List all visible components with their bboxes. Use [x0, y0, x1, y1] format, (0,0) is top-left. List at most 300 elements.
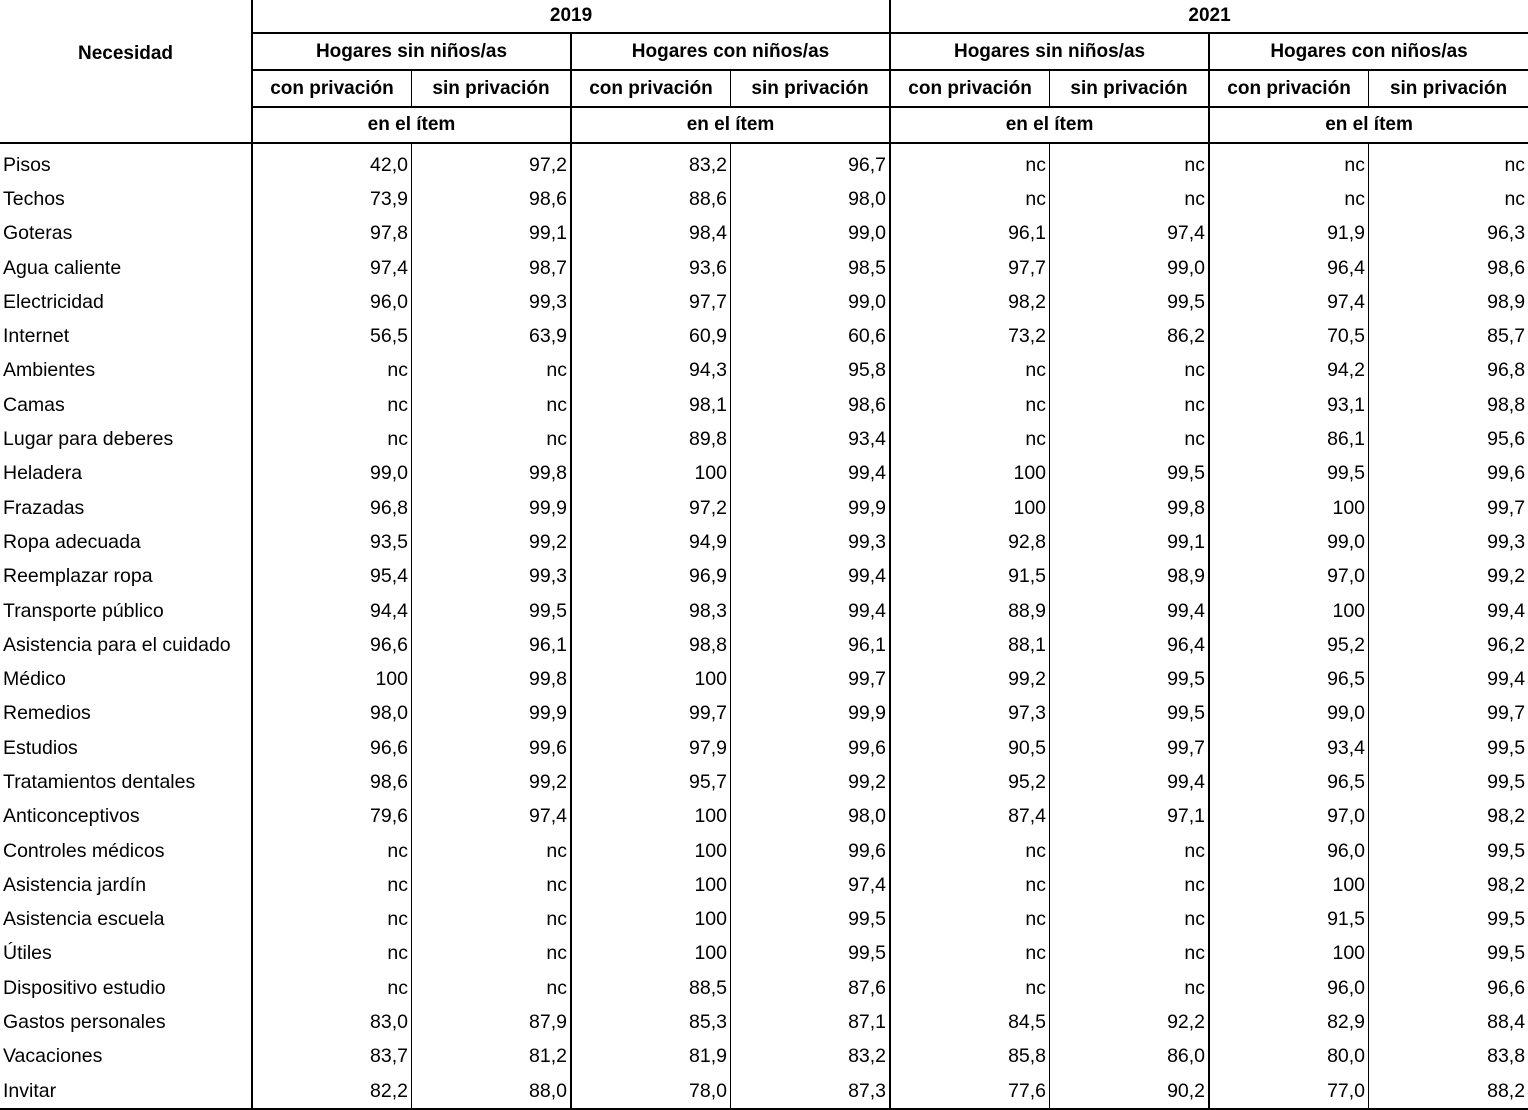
table-row [0, 594, 1528, 628]
table-cell: 99,2 [731, 765, 891, 799]
row-label: Invitar [0, 1074, 252, 1109]
table-cell: 99,6 [731, 834, 891, 868]
row-label: Agua caliente [3, 256, 122, 279]
row-label: Tratamientos dentales [3, 770, 196, 793]
table-cell: 99,5 [1369, 903, 1528, 937]
table-cell: 97,4 [252, 251, 412, 285]
table-cell: 83,2 [571, 143, 731, 182]
table-cell: 100 [1209, 868, 1369, 902]
table-cell: 100 [571, 868, 731, 902]
table-cell: 100 [571, 800, 731, 834]
table-cell: nc [1050, 388, 1210, 422]
table-cell: 89,8 [571, 422, 731, 456]
row-label: Gastos personales [3, 1011, 166, 1034]
table-cell: 94,4 [252, 594, 412, 628]
table-cell: nc [252, 834, 412, 868]
table-cell: 95,7 [571, 765, 731, 799]
header-sub: sin privación [412, 70, 572, 107]
table-cell: 88,5 [571, 971, 731, 1005]
header-sub: sin privación [1369, 70, 1528, 107]
table-cell: nc [890, 834, 1050, 868]
table-cell: 99,7 [731, 662, 891, 696]
table-row [0, 354, 1528, 388]
table-cell: 95,6 [1369, 422, 1528, 456]
table-cell: 79,6 [252, 800, 412, 834]
table-row [0, 971, 1528, 1005]
table-cell: nc [412, 354, 572, 388]
table-cell: 77,6 [890, 1074, 1050, 1109]
header-item-label: en el ítem [571, 107, 890, 143]
table-cell: 83,7 [252, 1040, 412, 1074]
table-cell: 99,1 [1050, 525, 1210, 559]
table-cell: 99,4 [1050, 594, 1210, 628]
table-cell: 73,2 [890, 319, 1050, 353]
table-cell: 98,4 [571, 217, 731, 251]
table-cell: 99,0 [1209, 525, 1369, 559]
row-label: Dispositivo estudio [3, 976, 166, 999]
table-cell: nc [890, 868, 1050, 902]
table-cell: 88,0 [412, 1074, 572, 1109]
table-row [0, 560, 1528, 594]
table-cell: 97,7 [890, 251, 1050, 285]
table-cell: 99,8 [412, 457, 572, 491]
table-cell: 95,8 [731, 354, 891, 388]
table-cell: 100 [890, 457, 1050, 491]
table-row [0, 457, 1528, 491]
table-cell: 91,5 [1209, 903, 1369, 937]
table-cell: 83,0 [252, 1005, 412, 1039]
table-cell: nc [1050, 903, 1210, 937]
table-cell: 99,9 [412, 697, 572, 731]
table-cell: nc [1209, 143, 1369, 182]
table-cell: 87,3 [731, 1074, 891, 1109]
table-cell: 98,0 [731, 800, 891, 834]
table-cell: 97,8 [252, 217, 412, 251]
table-cell: 96,2 [1369, 628, 1528, 662]
table-cell: 90,5 [890, 731, 1050, 765]
row-label: Transporte público [3, 599, 164, 622]
table-cell: nc [1050, 834, 1210, 868]
header-sub: sin privación [1050, 70, 1210, 107]
table-cell: 99,0 [252, 457, 412, 491]
table-cell: 99,5 [1369, 765, 1528, 799]
table-cell: 99,3 [731, 525, 891, 559]
row-label: Vacaciones [3, 1045, 103, 1068]
row-label: Frazadas [3, 496, 85, 519]
row-label: Pisos [3, 153, 51, 176]
table-cell: 85,7 [1369, 319, 1528, 353]
table-cell: nc [1050, 868, 1210, 902]
row-label: Camas [3, 393, 65, 416]
table-cell: nc [252, 354, 412, 388]
table-cell: nc [412, 903, 572, 937]
table-cell: 99,7 [1369, 491, 1528, 525]
table-cell: 100 [1209, 937, 1369, 971]
table-cell: 99,2 [890, 662, 1050, 696]
table-cell: 97,4 [1050, 217, 1210, 251]
table-cell: 86,0 [1050, 1040, 1210, 1074]
row-label: Heladera [3, 462, 83, 485]
table-cell: 56,5 [252, 319, 412, 353]
table-cell: 82,2 [252, 1074, 412, 1109]
table-cell: nc [1050, 354, 1210, 388]
table-cell: nc [252, 937, 412, 971]
table-cell: 99,4 [1369, 594, 1528, 628]
table-cell: 99,7 [571, 697, 731, 731]
table-cell: 88,2 [1369, 1074, 1528, 1109]
table-cell: nc [1050, 143, 1210, 182]
header-sub: con privación [571, 70, 731, 107]
table-cell: 99,9 [731, 697, 891, 731]
table-cell: 99,3 [412, 560, 572, 594]
table-cell: 99,4 [731, 560, 891, 594]
table-cell: 99,1 [412, 217, 572, 251]
table-cell: 98,0 [731, 182, 891, 216]
table-cell: 99,0 [731, 217, 891, 251]
row-label: Médico [3, 668, 66, 691]
row-label: Lugar para deberes [3, 428, 174, 451]
table-cell: nc [1369, 182, 1528, 216]
table-cell: 99,6 [731, 731, 891, 765]
header-blank [0, 107, 252, 143]
table-row [0, 525, 1528, 559]
header-sub: con privación [890, 70, 1050, 107]
table-cell: 91,5 [890, 560, 1050, 594]
table-cell: 98,8 [571, 628, 731, 662]
table-cell: nc [890, 937, 1050, 971]
table-cell: nc [1050, 937, 1210, 971]
table-row [0, 628, 1528, 662]
table-cell: 95,2 [1209, 628, 1369, 662]
header-group: Hogares con niños/as [571, 33, 890, 70]
table-cell: nc [412, 971, 572, 1005]
table-cell: 99,5 [1369, 834, 1528, 868]
table-cell: 96,6 [1369, 971, 1528, 1005]
row-label: Anticonceptivos [3, 805, 140, 828]
table-cell: 98,6 [731, 388, 891, 422]
table-row [0, 143, 1528, 182]
table-cell: 99,2 [1369, 560, 1528, 594]
table-cell: 87,1 [731, 1005, 891, 1039]
table-cell: 97,7 [571, 285, 731, 319]
table-cell: 96,3 [1369, 217, 1528, 251]
table-cell: 100 [890, 491, 1050, 525]
table-cell: 99,4 [731, 594, 891, 628]
table-cell: nc [252, 903, 412, 937]
table-row [0, 1040, 1528, 1074]
table-cell: 96,8 [252, 491, 412, 525]
table-cell: 63,9 [412, 319, 572, 353]
table-cell: 97,4 [1209, 285, 1369, 319]
table-cell: 96,5 [1209, 662, 1369, 696]
table-cell: nc [252, 388, 412, 422]
table-row [0, 388, 1528, 422]
table-row [0, 1005, 1528, 1039]
table-cell: nc [252, 422, 412, 456]
table-row [0, 903, 1528, 937]
table-cell: 88,1 [890, 628, 1050, 662]
table-cell: nc [1369, 143, 1528, 182]
table-cell: 95,2 [890, 765, 1050, 799]
table-cell: 99,5 [1209, 457, 1369, 491]
table-cell: 73,9 [252, 182, 412, 216]
table-cell: 94,2 [1209, 354, 1369, 388]
table-cell: 99,7 [1369, 697, 1528, 731]
table-cell: 99,0 [731, 285, 891, 319]
table-cell: 99,5 [1050, 697, 1210, 731]
header-group: Hogares sin niños/as [252, 33, 571, 70]
table-cell: 60,6 [731, 319, 891, 353]
table-cell: 100 [252, 662, 412, 696]
table-cell: 85,3 [571, 1005, 731, 1039]
table-cell: 99,9 [731, 491, 891, 525]
table-cell: 100 [571, 903, 731, 937]
table-cell: nc [252, 868, 412, 902]
table-cell: 95,4 [252, 560, 412, 594]
table-row [0, 319, 1528, 353]
table-cell: 97,0 [1209, 560, 1369, 594]
table-cell: 96,7 [731, 143, 891, 182]
table-cell: nc [890, 422, 1050, 456]
table-cell: 100 [571, 662, 731, 696]
table-cell: 98,7 [412, 251, 572, 285]
table-cell: 96,5 [1209, 765, 1369, 799]
table-cell: 99,2 [412, 525, 572, 559]
table-cell: 96,4 [1209, 251, 1369, 285]
table-cell: 98,1 [571, 388, 731, 422]
table-row [0, 662, 1528, 696]
row-label: Goteras [3, 222, 73, 245]
table-cell: 86,2 [1050, 319, 1210, 353]
table-cell: 93,4 [731, 422, 891, 456]
table-cell: 80,0 [1209, 1040, 1369, 1074]
table-cell: nc [890, 182, 1050, 216]
table-cell: 78,0 [571, 1074, 731, 1109]
table-row [0, 731, 1528, 765]
table-cell: nc [890, 143, 1050, 182]
header-sub: sin privación [731, 70, 891, 107]
table-cell: 93,6 [571, 251, 731, 285]
table-cell: 98,0 [252, 697, 412, 731]
table-cell: 99,5 [1050, 285, 1210, 319]
table-cell: 85,8 [890, 1040, 1050, 1074]
table-cell: 97,2 [412, 143, 572, 182]
table-cell: 87,4 [890, 800, 1050, 834]
row-label: Ambientes [3, 359, 96, 382]
header-item-label: en el ítem [1209, 107, 1528, 143]
table-row [0, 182, 1528, 216]
table-cell: 100 [1209, 594, 1369, 628]
table-cell: 99,5 [731, 937, 891, 971]
table-row [0, 800, 1528, 834]
header-group: Hogares sin niños/as [890, 33, 1209, 70]
table-cell: nc [1050, 422, 1210, 456]
table-cell: 99,4 [1050, 765, 1210, 799]
table-cell: nc [1050, 182, 1210, 216]
table-cell: 99,5 [1050, 662, 1210, 696]
table-cell: 98,2 [1369, 868, 1528, 902]
table-row [0, 422, 1528, 456]
table-cell: 83,2 [731, 1040, 891, 1074]
table-cell: 96,4 [1050, 628, 1210, 662]
row-label: Estudios [3, 736, 78, 759]
table-cell: 98,6 [1369, 251, 1528, 285]
row-label: Techos [3, 187, 65, 210]
table-row [0, 937, 1528, 971]
row-label: Útiles [3, 942, 52, 965]
row-label: Controles médicos [3, 839, 165, 862]
table-cell: 97,1 [1050, 800, 1210, 834]
header-year-2021: 2021 [890, 0, 1528, 33]
table-cell: 91,9 [1209, 217, 1369, 251]
table-cell: nc [890, 388, 1050, 422]
table-cell: 99,5 [1369, 731, 1528, 765]
table-cell: 98,6 [252, 765, 412, 799]
table-cell: 100 [571, 457, 731, 491]
table-cell: 96,1 [890, 217, 1050, 251]
table-cell: 97,9 [571, 731, 731, 765]
row-label: Asistencia para el cuidado [3, 633, 231, 656]
table-row [0, 251, 1528, 285]
table-cell: 99,4 [731, 457, 891, 491]
header-year-2019: 2019 [252, 0, 890, 33]
table-cell: 97,3 [890, 697, 1050, 731]
header-sub: con privación [252, 70, 412, 107]
table-row [0, 697, 1528, 731]
row-label: Internet [3, 325, 70, 348]
table-cell: 96,0 [252, 285, 412, 319]
row-label: Ropa adecuada [3, 530, 141, 553]
table-cell: 82,9 [1209, 1005, 1369, 1039]
table-cell: 99,5 [1050, 457, 1210, 491]
table-cell: 96,1 [731, 628, 891, 662]
table-cell: 96,9 [571, 560, 731, 594]
table-cell: 96,8 [1369, 354, 1528, 388]
table-cell: 93,1 [1209, 388, 1369, 422]
table-cell: 97,2 [571, 491, 731, 525]
table-cell: 81,2 [412, 1040, 572, 1074]
table-cell: 100 [571, 834, 731, 868]
header-item-label: en el ítem [252, 107, 571, 143]
table-cell: 99,8 [412, 662, 572, 696]
table-cell: 99,4 [1369, 662, 1528, 696]
table-cell: 99,6 [1369, 457, 1528, 491]
table-cell: 100 [1209, 491, 1369, 525]
table-cell: 96,0 [1209, 834, 1369, 868]
table-cell: 87,6 [731, 971, 891, 1005]
table-cell: 94,3 [571, 354, 731, 388]
table-cell: 83,8 [1369, 1040, 1528, 1074]
table-cell: nc [890, 971, 1050, 1005]
row-label: Asistencia jardín [3, 873, 147, 896]
table-row [0, 834, 1528, 868]
header-sub: con privación [1209, 70, 1369, 107]
table-cell: nc [412, 868, 572, 902]
table-row [0, 868, 1528, 902]
table-cell: nc [412, 422, 572, 456]
row-label: Electricidad [3, 290, 104, 313]
table-cell: nc [252, 971, 412, 1005]
table-row [0, 217, 1528, 251]
table-cell: 60,9 [571, 319, 731, 353]
table-cell: 96,1 [412, 628, 572, 662]
table-cell: 98,9 [1050, 560, 1210, 594]
table-cell: 99,5 [731, 903, 891, 937]
table-cell: 99,3 [1369, 525, 1528, 559]
table-cell: 88,4 [1369, 1005, 1528, 1039]
table-cell: nc [1209, 182, 1369, 216]
table-cell: 87,9 [412, 1005, 572, 1039]
table-cell: 96,6 [252, 731, 412, 765]
table-cell: 98,9 [1369, 285, 1528, 319]
table-cell: 99,5 [412, 594, 572, 628]
table-cell: 98,5 [731, 251, 891, 285]
table-cell: nc [890, 354, 1050, 388]
table-cell: 90,2 [1050, 1074, 1210, 1109]
table-cell: 84,5 [890, 1005, 1050, 1039]
table-cell: 97,4 [731, 868, 891, 902]
table-cell: 93,5 [252, 525, 412, 559]
row-label: Reemplazar ropa [3, 565, 153, 588]
table-row [0, 285, 1528, 319]
table-cell: 88,6 [571, 182, 731, 216]
table-cell: nc [412, 937, 572, 971]
table-cell: 42,0 [252, 143, 412, 182]
table-cell: nc [412, 834, 572, 868]
table-cell: 93,4 [1209, 731, 1369, 765]
table-body [0, 143, 1528, 1109]
table-cell: 70,5 [1209, 319, 1369, 353]
table-cell: nc [412, 388, 572, 422]
table-cell: 98,8 [1369, 388, 1528, 422]
row-label: Remedios [3, 702, 91, 725]
table-cell: 92,8 [890, 525, 1050, 559]
row-label: Asistencia escuela [3, 908, 165, 931]
table-cell: 99,8 [1050, 491, 1210, 525]
header-necesidad: Necesidad [77, 42, 174, 64]
table-cell: 99,6 [412, 731, 572, 765]
table-cell: 96,6 [252, 628, 412, 662]
table-cell: 99,3 [412, 285, 572, 319]
table-cell: 97,0 [1209, 800, 1369, 834]
table-cell: 99,0 [1050, 251, 1210, 285]
table-cell: 98,3 [571, 594, 731, 628]
table-cell: 100 [571, 937, 731, 971]
table-cell: 88,9 [890, 594, 1050, 628]
table-cell: 97,4 [412, 800, 572, 834]
table-cell: 96,0 [1209, 971, 1369, 1005]
table-cell: 99,9 [412, 491, 572, 525]
table-cell: 94,9 [571, 525, 731, 559]
table-header [0, 0, 1528, 143]
table-cell: nc [1050, 971, 1210, 1005]
table-cell: 77,0 [1209, 1074, 1369, 1109]
table-cell: 86,1 [1209, 422, 1369, 456]
table-row [0, 1074, 1528, 1109]
header-group: Hogares con niños/as [1209, 33, 1528, 70]
table-cell: 98,2 [1369, 800, 1528, 834]
table-cell: nc [890, 903, 1050, 937]
table-cell: 81,9 [571, 1040, 731, 1074]
table-cell: 99,2 [412, 765, 572, 799]
table-cell: 99,7 [1050, 731, 1210, 765]
table-cell: 99,0 [1209, 697, 1369, 731]
table-cell: 98,6 [412, 182, 572, 216]
header-item-label: en el ítem [890, 107, 1209, 143]
table-row [0, 765, 1528, 799]
table-row [0, 491, 1528, 525]
table-cell: 98,2 [890, 285, 1050, 319]
